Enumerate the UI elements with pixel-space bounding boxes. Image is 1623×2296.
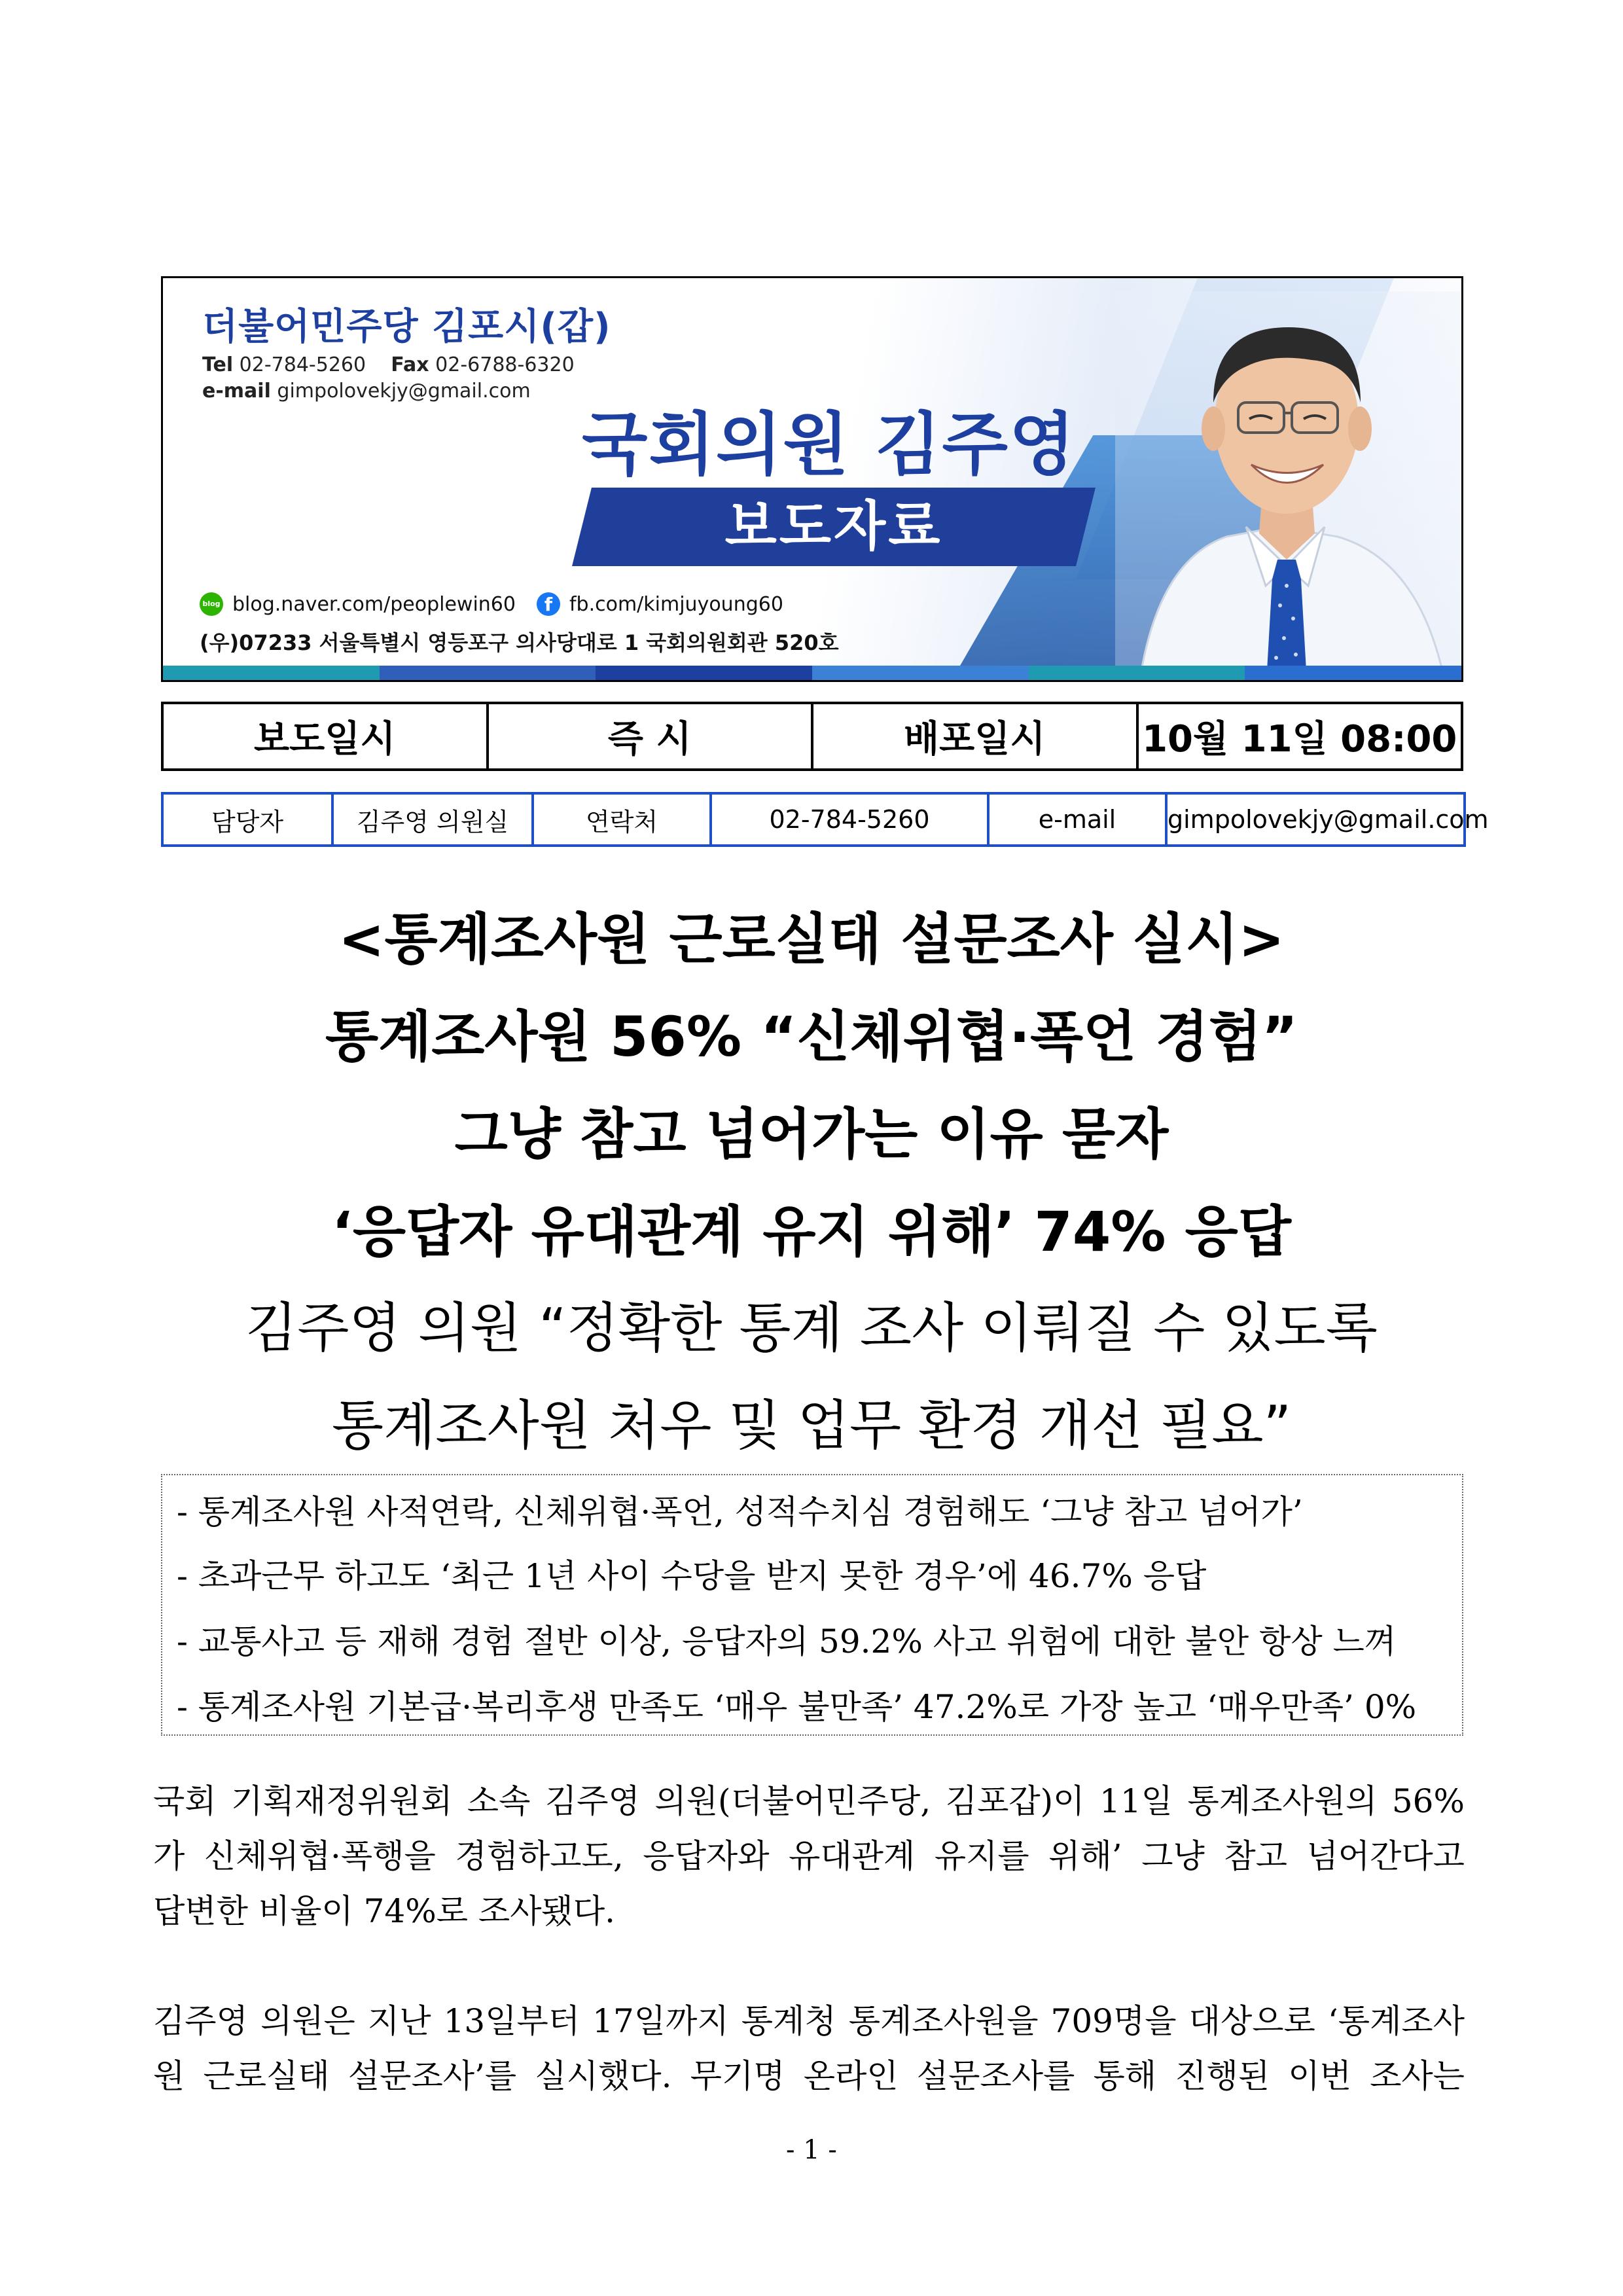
release-date-value: 즉 시 [488,703,813,770]
color-bar-segment [1029,666,1245,680]
color-bar-segment [1245,666,1461,680]
body-paragraph-1-line: 답변한 비율이 74%로 조사됐다. [153,1892,616,1930]
party-name [202,298,611,350]
summary-item: - 통계조사원 사적연락, 신체위협·폭언, 성적수치심 경험해도 ‘그냥 참고 넘어가’ [177,1493,1303,1531]
contact-phone: 02-784-5260 [711,793,988,846]
contact-email[interactable]: gimpolovekjy@gmail.com [1166,793,1465,846]
facebook-link[interactable]: fb.com/kimjuyoung60 [569,592,783,616]
summary-item: - 통계조사원 기본급·복리후생 만족도 ‘매우 불만족’ 47.2%로 가장 높고 ‘매우만족’ 0% [177,1688,1417,1726]
fax-label: Fax [391,353,429,376]
contact-person: 김주영 의원실 [332,793,533,846]
color-bar-segment [812,666,1029,680]
banner-color-bar [163,666,1461,680]
banner-email [202,380,531,403]
distribution-date-value: 10월 11일 08:00 [1137,703,1463,770]
body-paragraph-1-line: 가 신체위협·폭행을 경험하고도, 응답자와 유대관계 유지를 위해’ 그냥 참고 넘어간다고 [153,1837,1465,1875]
email-label: e-mail [202,380,271,403]
release-date-label: 보도일시 [162,703,488,770]
contact-table [161,792,1489,847]
headline-3: 그냥 참고 넘어가는 이유 묻자 [454,1102,1169,1166]
distribution-date-label: 배포일시 [812,703,1137,770]
press-release-banner [161,276,1463,682]
release-date-table [161,702,1463,771]
social-links [200,592,783,616]
body-paragraph-2-line: 원 근로실태 설문조사’를 실시했다. 무기명 온라인 설문조사를 통해 진행된 이번 조사는 [153,2057,1465,2095]
representative-portrait [1115,291,1463,671]
summary-item: - 교통사고 등 재해 경험 절반 이상, 응답자의 59.2% 사고 위험에 대한 불안 항상 느껴 [177,1623,1397,1660]
tel-label: Tel [202,353,234,376]
tel-value: 02-784-5260 [239,353,366,376]
release-date-row [162,703,1462,770]
blog-link[interactable]: blog.naver.com/peoplewin60 [232,592,516,616]
representative-name: 국회의원 김주영 [582,404,1077,484]
press-release-label: 보도자료 [724,495,943,558]
fax-value: 02-6788-6320 [435,353,575,376]
email-value: gimpolovekjy@gmail.com [277,380,531,403]
summary-item: - 초과근무 하고도 ‘최근 1년 사이 수당을 받지 못한 경우’에 46.7% 응답 [177,1557,1207,1595]
blog-icon: blog [200,592,223,616]
office-address: (우)07233 서울특별시 영등포구 의사당대로 1 국회의원회관 520호 [200,630,839,655]
color-bar-segment [380,666,596,680]
color-bar-segment [596,666,812,680]
contact-person-label: 담당자 [162,793,332,846]
facebook-icon: f [537,592,560,616]
body-paragraph-2-line: 김주영 의원은 지난 13일부터 17일까지 통계청 통계조사원을 709명을 대상으로 ‘통계조사 [153,2002,1465,2040]
headline-6: 통계조사원 처우 및 업무 환경 개선 필요” [331,1395,1292,1457]
headline-2: 통계조사원 56% “신체위협·폭언 경험” [325,1005,1298,1069]
headline-5: 김주영 의원 “정확한 통계 조사 이뤄질 수 있도록 [245,1297,1378,1359]
headline-1: <통계조사원 근로실태 설문조사 실시> [338,907,1285,971]
party-name-text: 더불어민주당 김포시(갑) [202,306,611,348]
color-bar-segment [163,666,380,680]
contact-row [162,793,1465,846]
contact-email-label: e-mail [988,793,1166,846]
headline-4: ‘응답자 유대관계 유지 위해’ 74% 응답 [332,1200,1291,1264]
banner-phone-fax [202,353,575,376]
body-paragraph-1-line: 국회 기획재정위원회 소속 김주영 의원(더불어민주당, 김포갑)이 11일 통계조사원의 56% [153,1782,1465,1820]
contact-phone-label: 연락처 [533,793,711,846]
summary-box [161,1474,1463,1736]
page-number: - 1 - [786,2135,837,2165]
